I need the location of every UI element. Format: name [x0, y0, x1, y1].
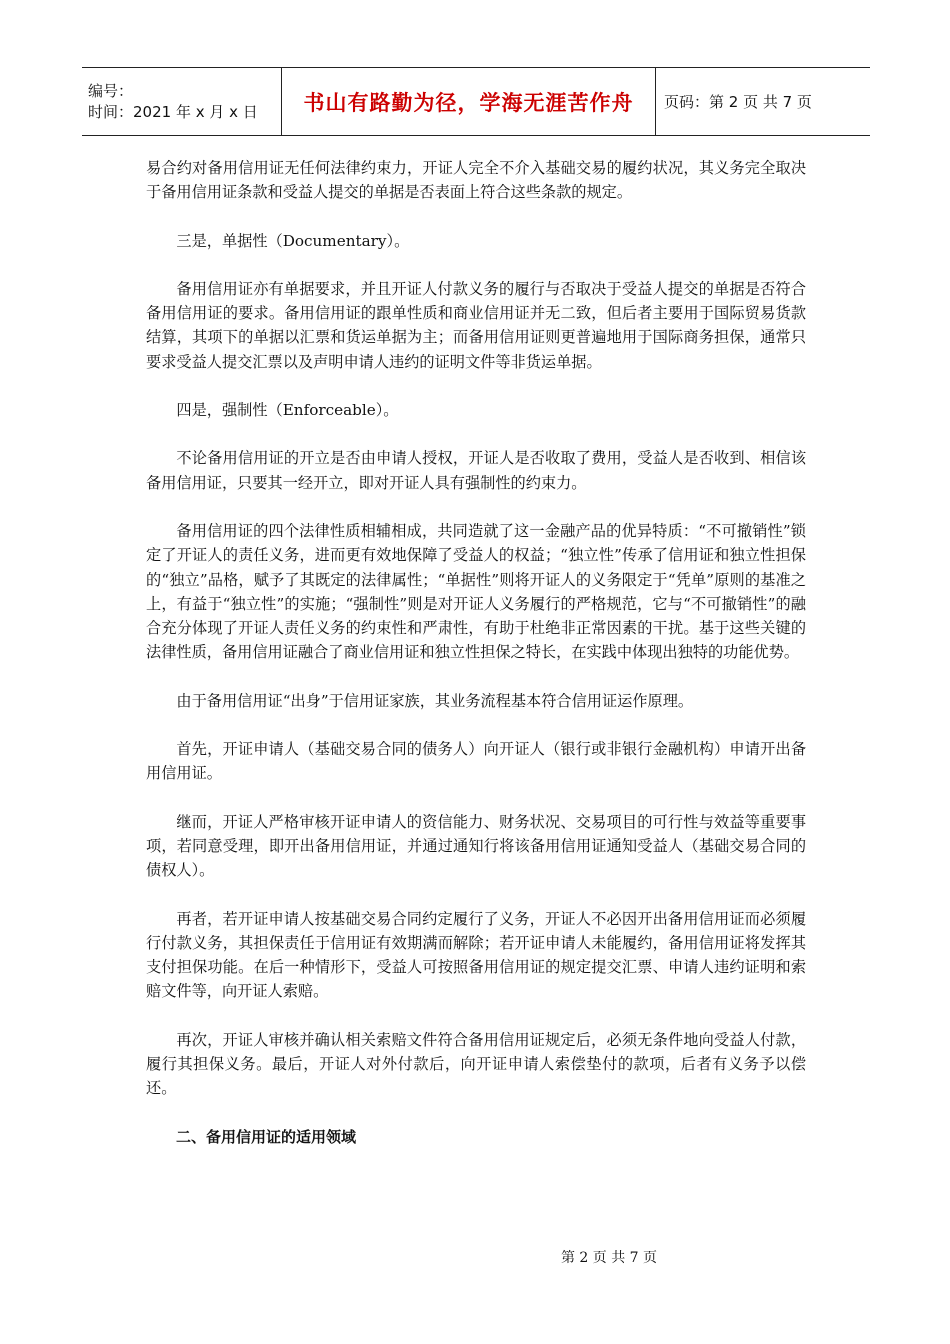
paragraph: 备用信用证亦有单据要求，并且开证人付款义务的履行与否取决于受益人提交的单据是否符合备用信用证的要求。备用信用证的跟单性质和商业信用证并无二致，但后者主要用于国际贸易货款结算，其项下的单据以汇票和货运单据为主；而备用信用证则更普遍地用于国际商务担保，通常只要求受益人提交汇票以及声明申请人违约的证明文件等非货运单据。 — [146, 279, 806, 371]
document-header — [82, 67, 870, 136]
paragraph: 易合约对备用信用证无任何法律约束力，开证人完全不介入基础交易的履约状况，其义务完全取决于备用信用证条款和受益人提交的单据是否表面上符合这些条款的规定。 — [146, 159, 806, 202]
paragraph: 首先，开证申请人（基础交易合同的债务人）向开证人（银行或非银行金融机构）申请开出备用信用证。 — [146, 740, 806, 783]
number-label: 编号： — [88, 81, 134, 100]
header-meta — [82, 68, 282, 135]
paragraph: 不论备用信用证的开立是否由申请人授权，开证人是否收取了费用，受益人是否收到、相信该备用信用证，只要其一经开立，即对开证人具有强制性的约束力。 — [146, 449, 806, 492]
paragraph: 继而，开证人严格审核开证申请人的资信能力、财务状况、交易项目的可行性与效益等重要事项，若同意受理，即开出备用信用证，并通过通知行将该备用信用证通知受益人（基础交易合同的债权人）。 — [146, 812, 806, 880]
motto: 书山有路勤为径，学海无涯苦作舟 — [303, 90, 634, 115]
section-heading: 二、备用信用证的适用领域 — [176, 1127, 357, 1146]
paragraph: 由于备用信用证“出身”于信用证家族，其业务流程基本符合信用证运作原理。 — [176, 691, 694, 710]
date-label: 时间：2021 年 x 月 x 日 — [88, 102, 258, 121]
paragraph: 三是，单据性（Documentary）。 — [176, 231, 410, 250]
paragraph: 再者，若开证申请人按基础交易合同约定履行了义务，开证人不必因开出备用信用证而必须履行付款义务，其担保责任于信用证有效期满而解除；若开证申请人未能履约，备用信用证将发挥其支付担保功能。在后一种情形下，受益人可按照备用信用证的规定提交汇票、申请人违约证明和索赔文件等，向开证人索赔。 — [146, 909, 806, 1001]
paragraph: 备用信用证的四个法律性质相辅相成，共同造就了这一金融产品的优异特质：“不可撤销性”锁定了开证人的责任义务，进而更有效地保障了受益人的权益；“独立性”传承了信用证和独立性担保的“独立”品格，赋予了其既定的法律属性；“单据性”则将开证人的义务限定于“凭单”原则的基准之上，有益于“独立性”的实施；“强制性”则是对开证人义务履行的严格规范，它与“不可撤销性”的融合充分体现了开证人责任义务的约束性和严肃性，有助于杜绝非正常因素的干扰。基于这些关键的法律性质，备用信用证融合了商业信用证和独立性担保之特长，在实践中体现出独特的功能优势。 — [146, 521, 806, 662]
page-label: 页码：第 2 页 共 7 页 — [664, 93, 812, 111]
header-page-cell — [656, 68, 870, 135]
page-footer — [0, 1247, 950, 1267]
document-body — [146, 156, 806, 1173]
footer-page-number: 第 2 页 共 7 页 — [560, 1250, 658, 1266]
paragraph: 再次，开证人审核并确认相关索赔文件符合备用信用证规定后，必须无条件地向受益人付款，履行其担保义务。最后，开证人对外付款后，向开证申请人索偿垫付的款项，后者有义务予以偿还。 — [146, 1030, 806, 1098]
header-motto-cell — [282, 68, 656, 135]
paragraph: 四是，强制性（Enforceable）。 — [176, 401, 399, 420]
